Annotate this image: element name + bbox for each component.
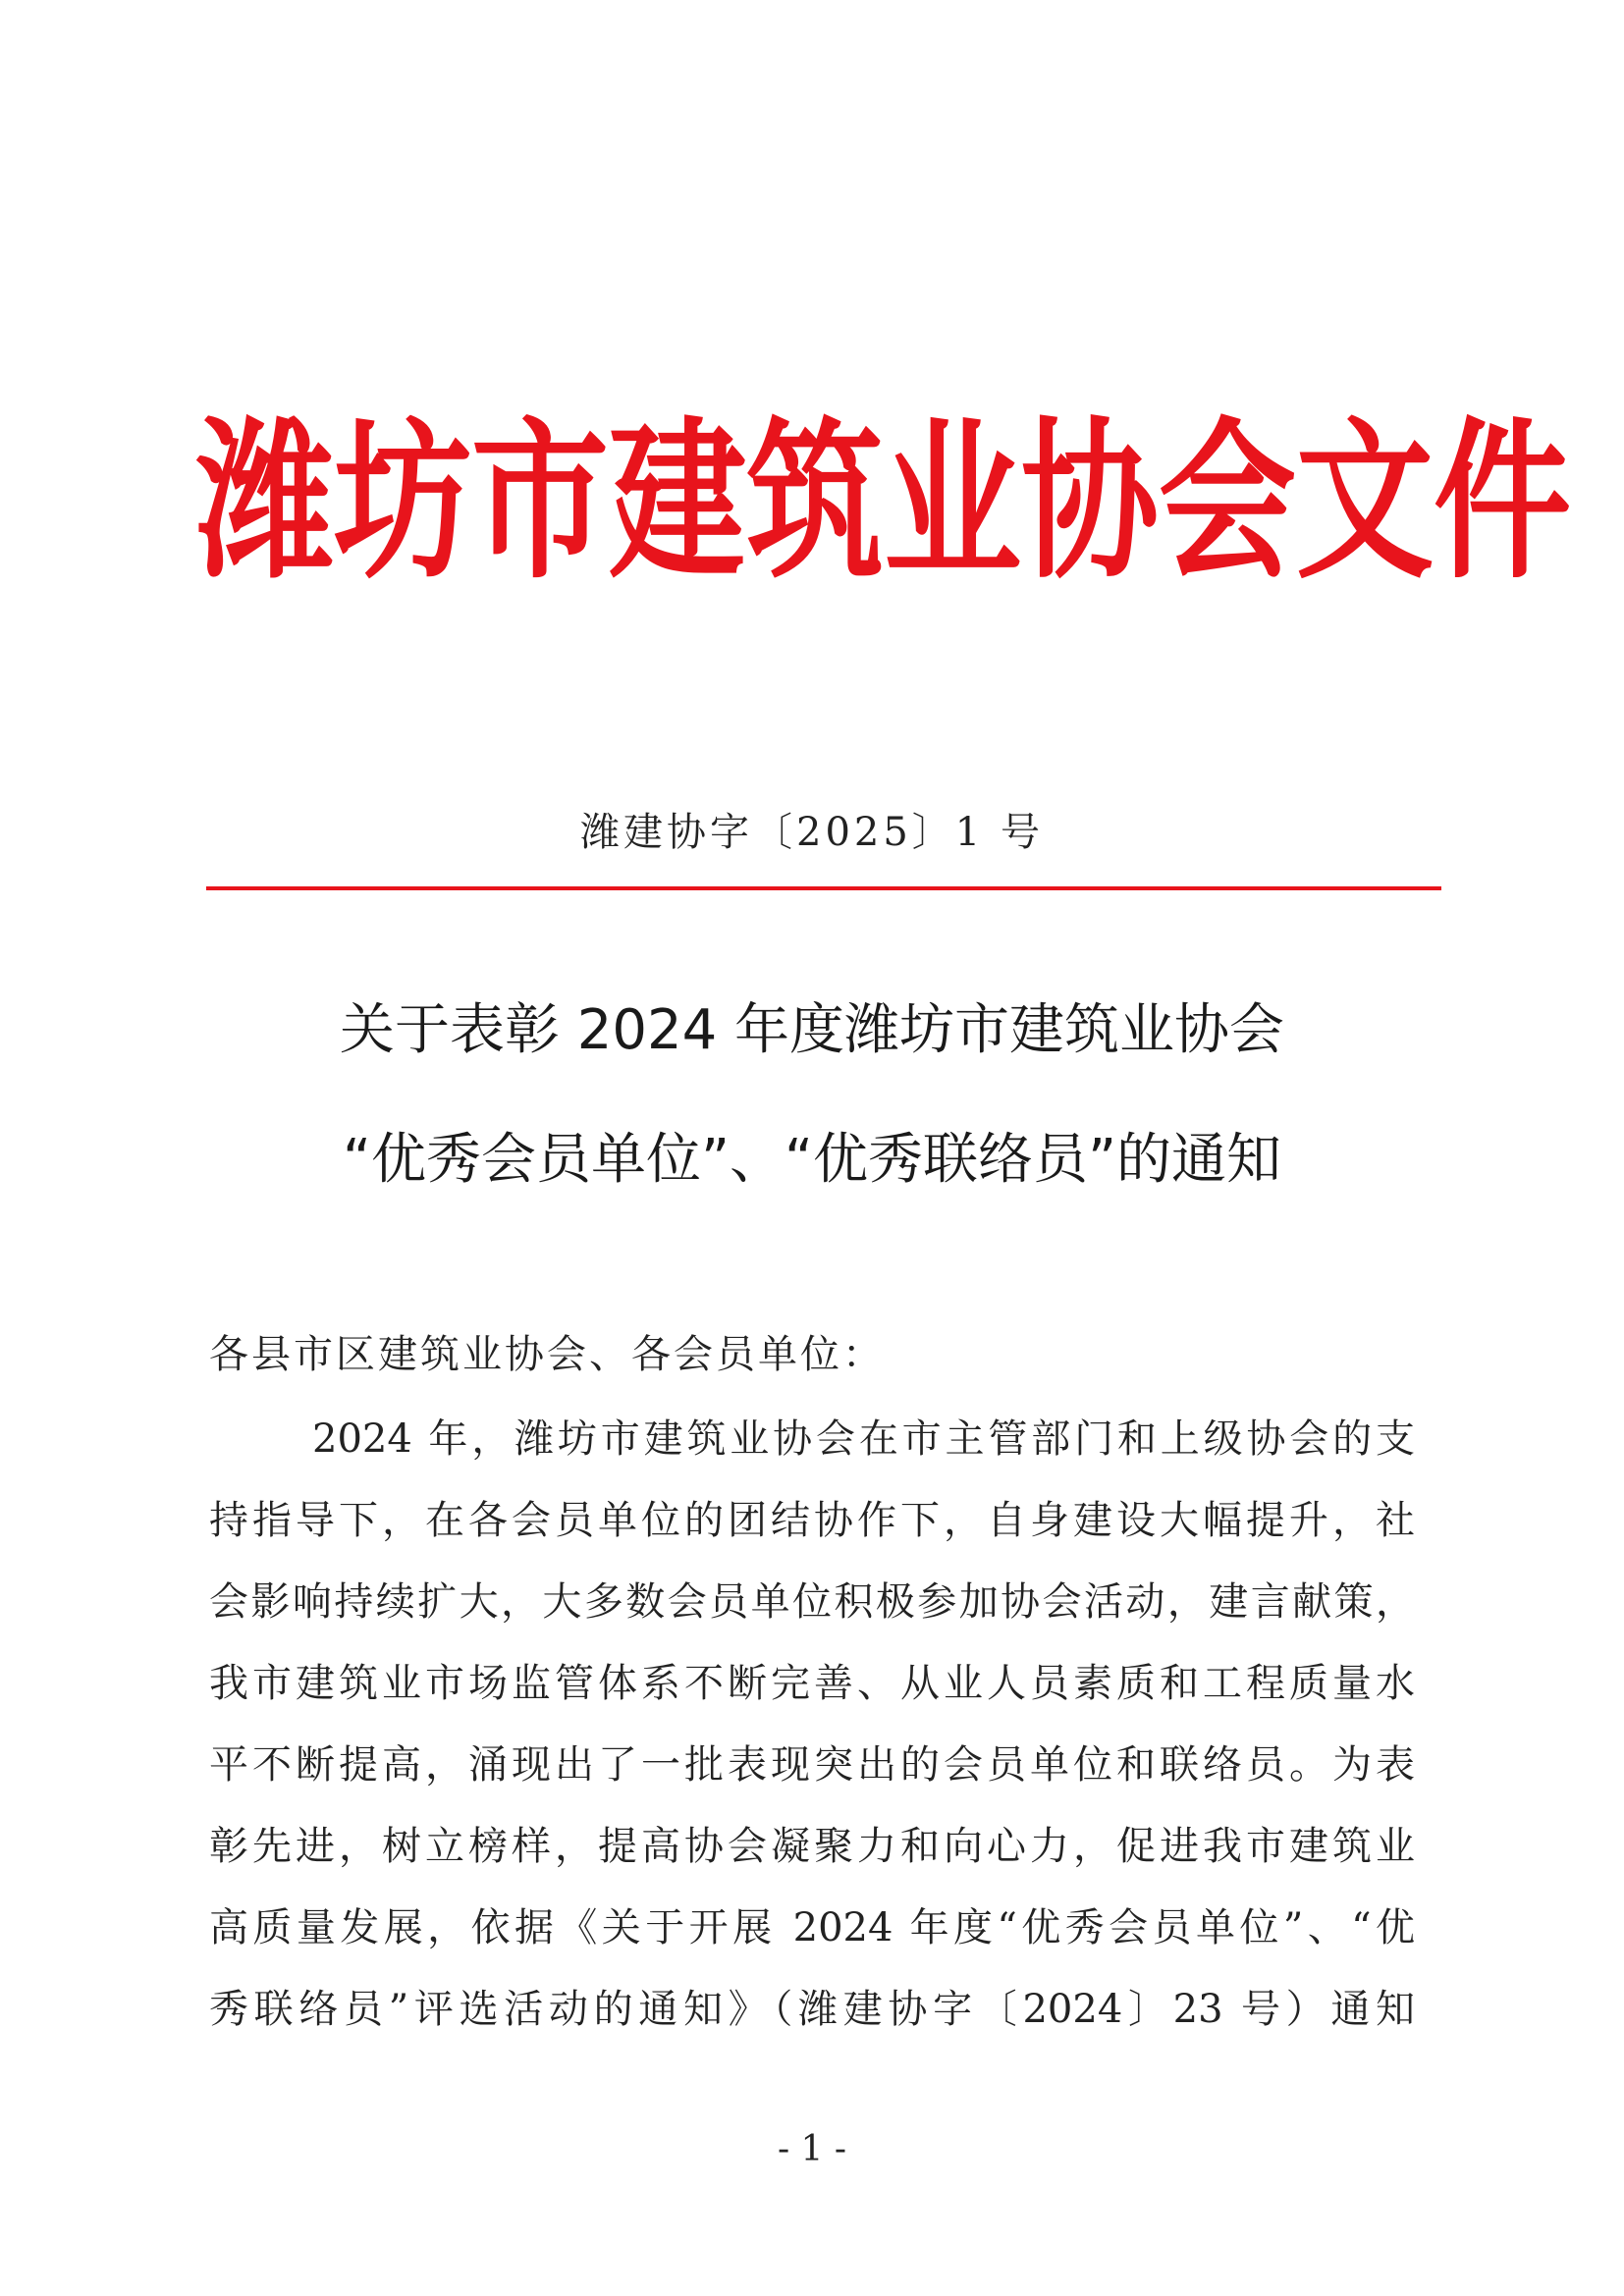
body-line: 持指导下，在各会员单位的团结协作下，自身建设大幅提升，社 xyxy=(209,1498,1415,1543)
page-number: - 1 - xyxy=(777,2129,847,2169)
document-number: 潍建协字〔2025〕1 号 xyxy=(580,810,1044,855)
body-line: 秀联络员”评选活动的通知》（潍建协字〔2024〕23 号）通知 xyxy=(209,1987,1415,2032)
notice-title-line-2: “优秀会员单位”、“优秀联络员”的通知 xyxy=(342,1128,1282,1192)
red-separator-line xyxy=(206,886,1441,890)
document-masthead: 潍坊市建筑业协会文件 xyxy=(196,402,1572,604)
body-line: 高质量发展，依据《关于开展 2024 年度“优秀会员单位”、“优 xyxy=(209,1905,1415,1950)
body-line: 平不断提高，涌现出了一批表现突出的会员单位和联络员。为表 xyxy=(209,1742,1415,1788)
salutation: 各县市区建筑业协会、各会员单位： xyxy=(209,1332,885,1377)
notice-title-line-1: 关于表彰 2024 年度潍坊市建筑业协会 xyxy=(339,998,1285,1062)
body-line: 彰先进，树立榜样，提高协会凝聚力和向心力，促进我市建筑业 xyxy=(209,1824,1415,1869)
body-line: 2024 年，潍坊市建筑业协会在市主管部门和上级协会的支 xyxy=(312,1416,1415,1462)
body-line: 会影响持续扩大，大多数会员单位积极参加协会活动，建言献策， xyxy=(209,1579,1415,1625)
body-line: 我市建筑业市场监管体系不断完善、从业人员素质和工程质量水 xyxy=(209,1661,1415,1706)
